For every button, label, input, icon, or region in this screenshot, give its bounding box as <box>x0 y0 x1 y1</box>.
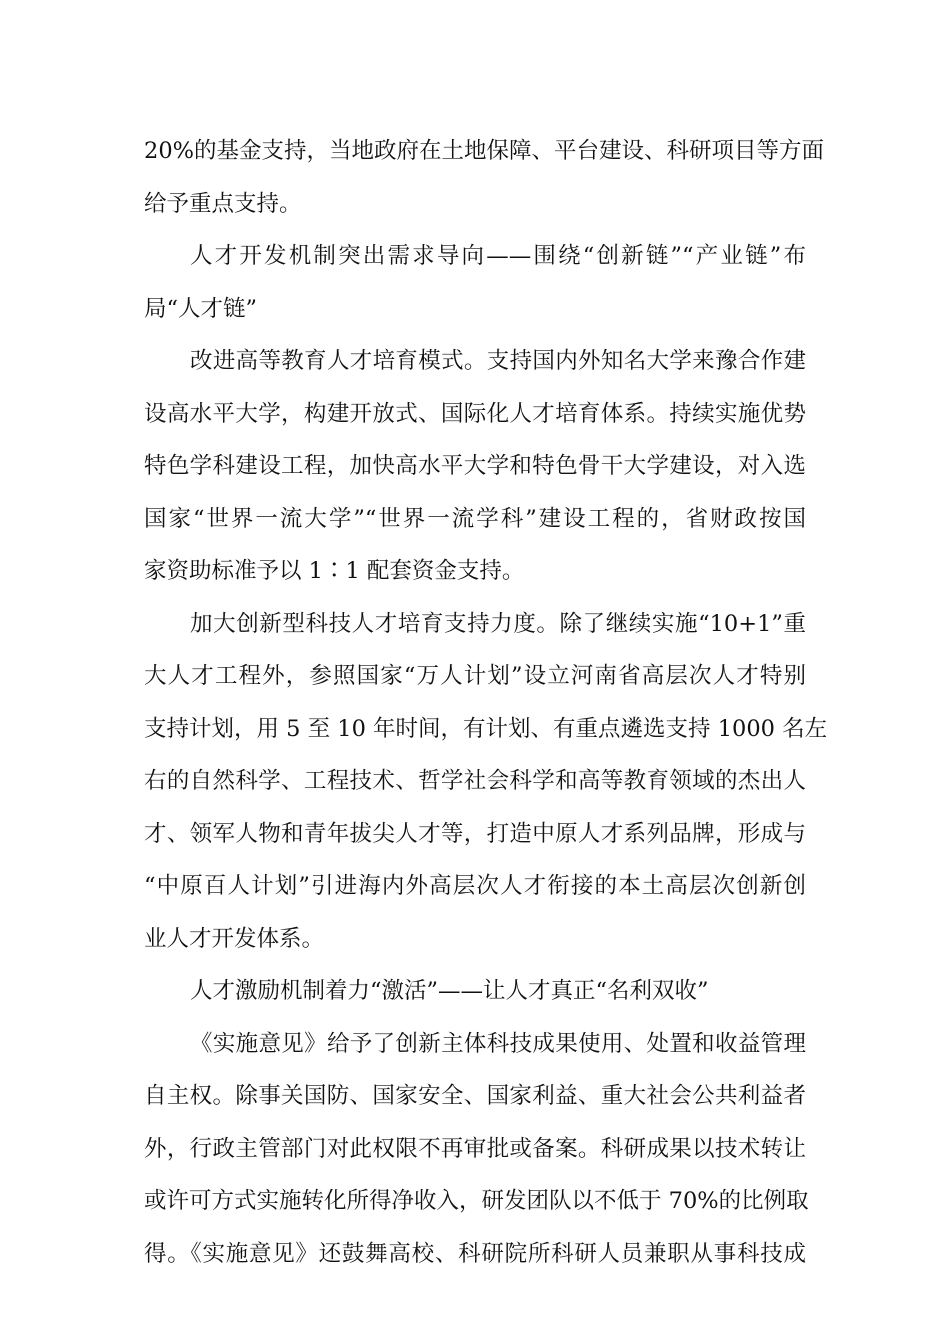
text-line: 或许可方式实施转化所得净收入，研发团队以不低于 70%的比例取 <box>144 1188 809 1214</box>
text-line: 设高水平大学，构建开放式、国际化人才培育体系。持续实施优势 <box>144 401 806 427</box>
text-line: “中原百人计划”引进海内外高层次人才衔接的本土高层次创新创 <box>144 873 806 899</box>
text-line: 给予重点支持。 <box>144 191 302 217</box>
text-line: 20%的基金支持，当地政府在土地保障、平台建设、科研项目等方面 <box>144 138 825 164</box>
text-line: 右的自然科学、工程技术、哲学社会科学和高等教育领域的杰出人 <box>144 768 806 794</box>
text-line: 支持计划，用 5 至 10 年时间，有计划、有重点遴选支持 1000 名左 <box>144 716 828 742</box>
text-line: 家资助标准予以 1∶1 配套资金支持。 <box>144 558 525 584</box>
text-line: 自主权。除事关国防、国家安全、国家利益、重大社会公共利益者 <box>144 1083 806 1109</box>
text-line: 特色学科建设工程，加快高水平大学和特色骨干大学建设，对入选 <box>144 453 806 479</box>
text-line: 国家“世界一流大学”“世界一流学科”建设工程的，省财政按国 <box>144 506 806 532</box>
text-line: 大人才工程外，参照国家“万人计划”设立河南省高层次人才特别 <box>144 663 806 689</box>
text-line: 《实施意见》给予了创新主体科技成果使用、处置和收益管理 <box>190 1031 806 1057</box>
section-heading-line: 人才激励机制着力“激活”——让人才真正“名利双收” <box>190 978 709 1004</box>
text-line: 加大创新型科技人才培育支持力度。除了继续实施“10+1”重 <box>190 611 806 637</box>
text-line: 才、领军人物和青年拔尖人才等，打造中原人才系列品牌，形成与 <box>144 821 806 847</box>
text-line: 改进高等教育人才培育模式。支持国内外知名大学来豫合作建 <box>190 348 806 374</box>
text-line: 业人才开发体系。 <box>144 926 325 952</box>
section-heading-line: 人才开发机制突出需求导向——围绕“创新链”“产业链”布 <box>190 243 806 269</box>
text-line: 得。《实施意见》还鼓舞高校、科研院所科研人员兼职从事科技成 <box>144 1241 806 1267</box>
section-heading-line: 局“人才链” <box>144 296 258 322</box>
text-line: 外，行政主管部门对此权限不再审批或备案。科研成果以技术转让 <box>144 1136 806 1162</box>
